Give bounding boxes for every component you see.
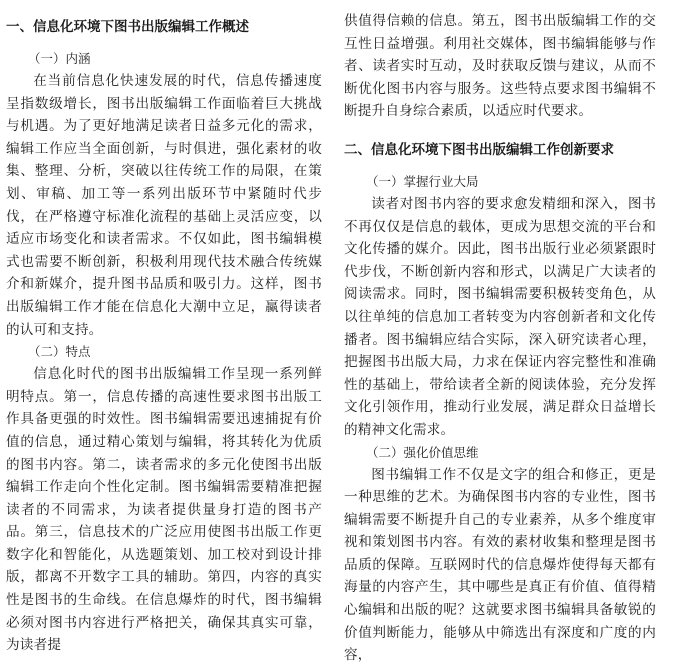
paragraph-features-continued: 供值得信赖的信息。第五，图书出版编辑工作的交互性日益增强。利用社交媒体，图书编辑能够与作者、读者实时互动，及时获取反馈与建议，从而不断优化图书内容与服务。这些特点要求图书编辑不断提升自身综合素质，以适应时代要求。 [344,13,656,120]
paragraph-connotation: 在当前信息化快速发展的时代，信息传播速度呈指数级增长，图书出版编辑工作面临着巨大挑战与机遇。为了更好地满足读者日益多元化的需求，编辑工作应当全面创新，与时俱进，强化素材的收集、整理、分析，突破以往传统工作的局限，在策划、审稿、加工等一系列出版环节中紧随时代步伐，在严格遵守标准化流程的基础上灵活应变，以适应市场变化和读者需求。不仅如此，图书编辑模式也需要不断创新，积极利用现代技术融合传统媒介和新媒介，提升图书品质和吸引力。这样，图书出版编辑工作才能在信息化大潮中立足，赢得读者的认可和支持。 [6,73,322,338]
paragraph-value: 图书编辑工作不仅是文字的组合和修正，更是一种思维的艺术。为确保图书内容的专业性，图书编辑需要不断提升自己的专业素养，从多个维度审视和策划图书内容。有效的素材收集和整理是图书品质的保障。互联网时代的信息爆炸使得每天都有海量的内容产生，其中哪些是真正有价值、值得精心编辑和出版的呢？这就要求图书编辑具备敏锐的价值判断能力，能够从中筛选出有深度和广度的内容， [344,466,656,664]
subsection-title-connotation: （一）内涵 [28,51,91,66]
subsection-title-features: （二）特点 [28,344,91,360]
subsection-title-industry: （一）掌握行业大局 [366,173,479,189]
paragraph-features: 信息化时代的图书出版编辑工作呈现一系列鲜明特点。第一，信息传播的高速性要求图书出版工作具备更强的时效性。图书编辑需要迅速捕捉有价值的信息，通过精心策划与编辑，将其转化为优质的图书内容。第二，读者需求的多元化使图书出版编辑工作走向个性化定制。图书编辑需要精准把握读者的不同需求，为读者提供量身打造的图书产品。第三，信息技术的广泛应用使图书出版工作更数字化和智能化，从选题策划、加工校对到设计排版，都离不开数字工具的辅助。第四，内容的真实性是图书的生命线。在信息爆炸的时代，图书编辑必须对图书内容进行严格把关，确保其真实可靠，为读者提 [6,366,322,654]
right-column [344,10,656,667]
paragraph-industry: 读者对图书内容的要求愈发精细和深入，图书不再仅仅是信息的载体，更成为思想交流的平台和文化传播的媒介。因此，图书出版行业必须紧跟时代步伐，不断创新内容和形式，以满足广大读者的阅读需求。同时，图书编辑需要积极转变角色，从以往单纯的信息加工者转变为内容创新者和文化传播者。图书编辑应结合实际，深入研究读者心理，把握图书出版大局，力求在保证内容完整性和准确性的基础上，带给读者全新的阅读体验，充分发挥文化引领作用，推动行业发展，满足群众日益增长的精神文化需求。 [344,195,656,438]
subsection-title-value: （二）强化价值思维 [366,444,479,460]
left-column [6,10,322,657]
section-title-2: 二、信息化环境下图书出版编辑工作创新要求 [344,141,614,158]
section-title-1: 一、信息化环境下图书出版编辑工作概述 [6,19,249,35]
